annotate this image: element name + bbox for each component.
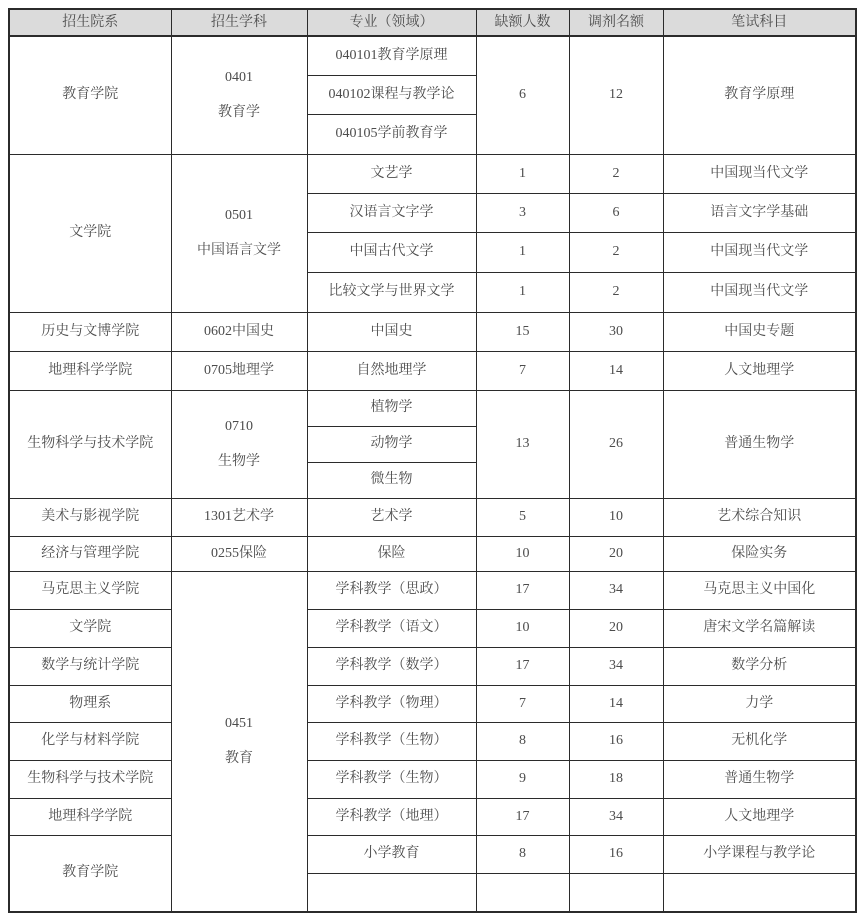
discipline-code: 0401 [225,69,253,85]
college-cell: 经济与管理学院 [9,536,171,571]
vacancy-cell: 13 [476,390,569,498]
table-row [9,390,856,426]
major-cell: 学科教学（思政） [307,571,476,609]
exam-cell: 力学 [663,685,856,722]
quota-cell: 34 [569,798,663,835]
exam-cell: 人文地理学 [663,798,856,835]
college-cell: 教育学院 [9,36,171,154]
discipline-cell [171,390,307,498]
major-cell: 保险 [307,536,476,571]
quota-cell: 30 [569,312,663,351]
major-cell: 中国史 [307,312,476,351]
exam-cell: 马克思主义中国化 [663,571,856,609]
discipline-name: 教育学 [218,104,260,120]
exam-cell: 小学课程与教学论 [663,835,856,873]
discipline-code: 0710 [225,418,253,434]
exam-cell-empty [663,873,856,912]
header-row [9,9,856,36]
quota-cell: 16 [569,722,663,760]
quota-cell: 14 [569,685,663,722]
quota-cell: 26 [569,390,663,498]
college-cell: 文学院 [9,609,171,647]
exam-cell: 人文地理学 [663,351,856,390]
exam-cell: 中国现当代文学 [663,154,856,193]
table-row [9,36,856,75]
vacancy-cell: 10 [476,609,569,647]
quota-cell: 2 [569,154,663,193]
exam-cell: 中国现当代文学 [663,232,856,272]
discipline-cell: 1301艺术学 [171,498,307,536]
table-row [9,571,856,609]
vacancy-cell: 17 [476,571,569,609]
col-header-exam: 笔试科目 [663,9,856,36]
quota-cell: 16 [569,835,663,873]
discipline-name: 中国语言文学 [197,242,281,258]
discipline-code: 0501 [225,207,253,223]
discipline-cell: 0602中国史 [171,312,307,351]
table-row [9,154,856,193]
discipline-cell [171,154,307,312]
major-cell: 学科教学（语文） [307,609,476,647]
major-cell: 学科教学（生物） [307,760,476,798]
table-row [9,685,856,722]
discipline-cell [171,571,307,912]
table-row [9,647,856,685]
college-cell: 历史与文博学院 [9,312,171,351]
major-cell-empty [307,873,476,912]
quota-cell: 34 [569,571,663,609]
discipline-code: 0451 [225,715,253,731]
quota-cell: 12 [569,36,663,154]
college-cell: 生物科学与技术学院 [9,390,171,498]
table-row [9,760,856,798]
vacancy-cell: 15 [476,312,569,351]
vacancy-cell: 17 [476,798,569,835]
major-cell: 学科教学（数学） [307,647,476,685]
major-cell: 中国古代文学 [307,232,476,272]
major-cell: 汉语言文字学 [307,193,476,232]
table-row [9,536,856,571]
exam-cell: 教育学原理 [663,36,856,154]
college-cell: 教育学院 [9,835,171,912]
col-header-vacancy: 缺额人数 [476,9,569,36]
exam-cell: 普通生物学 [663,760,856,798]
vacancy-cell: 3 [476,193,569,232]
discipline-cell: 0705地理学 [171,351,307,390]
table-row [9,722,856,760]
college-cell: 生物科学与技术学院 [9,760,171,798]
quota-cell: 20 [569,609,663,647]
college-cell: 数学与统计学院 [9,647,171,685]
exam-cell: 数学分析 [663,647,856,685]
exam-cell: 无机化学 [663,722,856,760]
exam-cell: 语言文字学基础 [663,193,856,232]
transfer-quota-table [8,8,857,913]
vacancy-cell: 8 [476,722,569,760]
discipline-cell: 0255保险 [171,536,307,571]
major-cell: 小学教育 [307,835,476,873]
vacancy-cell: 7 [476,351,569,390]
table-row [9,835,856,873]
college-cell: 文学院 [9,154,171,312]
exam-cell: 保险实务 [663,536,856,571]
col-header-discipline: 招生学科 [171,9,307,36]
quota-cell-empty [569,873,663,912]
vacancy-cell: 9 [476,760,569,798]
col-header-college: 招生院系 [9,9,171,36]
major-cell: 040101教育学原理 [307,36,476,75]
discipline-name: 生物学 [218,453,260,469]
col-header-quota: 调剂名额 [569,9,663,36]
college-cell: 化学与材料学院 [9,722,171,760]
major-cell: 学科教学（生物） [307,722,476,760]
college-cell: 马克思主义学院 [9,571,171,609]
major-cell: 学科教学（物理） [307,685,476,722]
discipline-cell [171,36,307,154]
major-cell: 040102课程与教学论 [307,75,476,114]
table-row [9,312,856,351]
vacancy-cell: 1 [476,272,569,312]
discipline-name: 教育 [225,750,253,766]
vacancy-cell: 8 [476,835,569,873]
quota-cell: 2 [569,232,663,272]
major-cell: 学科教学（地理） [307,798,476,835]
exam-cell: 普通生物学 [663,390,856,498]
vacancy-cell-empty [476,873,569,912]
quota-cell: 2 [569,272,663,312]
table-row [9,498,856,536]
vacancy-cell: 6 [476,36,569,154]
college-cell: 地理科学学院 [9,798,171,835]
table-row [9,351,856,390]
quota-cell: 18 [569,760,663,798]
college-cell: 物理系 [9,685,171,722]
table-row [9,609,856,647]
major-cell: 比较文学与世界文学 [307,272,476,312]
major-cell: 040105学前教育学 [307,114,476,154]
exam-cell: 艺术综合知识 [663,498,856,536]
col-header-major: 专业（领域） [307,9,476,36]
vacancy-cell: 7 [476,685,569,722]
table-row [9,798,856,835]
college-cell: 美术与影视学院 [9,498,171,536]
quota-cell: 6 [569,193,663,232]
vacancy-cell: 5 [476,498,569,536]
quota-cell: 20 [569,536,663,571]
major-cell: 艺术学 [307,498,476,536]
vacancy-cell: 10 [476,536,569,571]
exam-cell: 中国现当代文学 [663,272,856,312]
college-cell: 地理科学学院 [9,351,171,390]
vacancy-cell: 1 [476,154,569,193]
major-cell: 植物学 [307,390,476,426]
vacancy-cell: 1 [476,232,569,272]
major-cell: 动物学 [307,426,476,462]
major-cell: 微生物 [307,462,476,498]
quota-cell: 34 [569,647,663,685]
quota-cell: 10 [569,498,663,536]
exam-cell: 唐宋文学名篇解读 [663,609,856,647]
exam-cell: 中国史专题 [663,312,856,351]
major-cell: 自然地理学 [307,351,476,390]
quota-cell: 14 [569,351,663,390]
vacancy-cell: 17 [476,647,569,685]
major-cell: 文艺学 [307,154,476,193]
